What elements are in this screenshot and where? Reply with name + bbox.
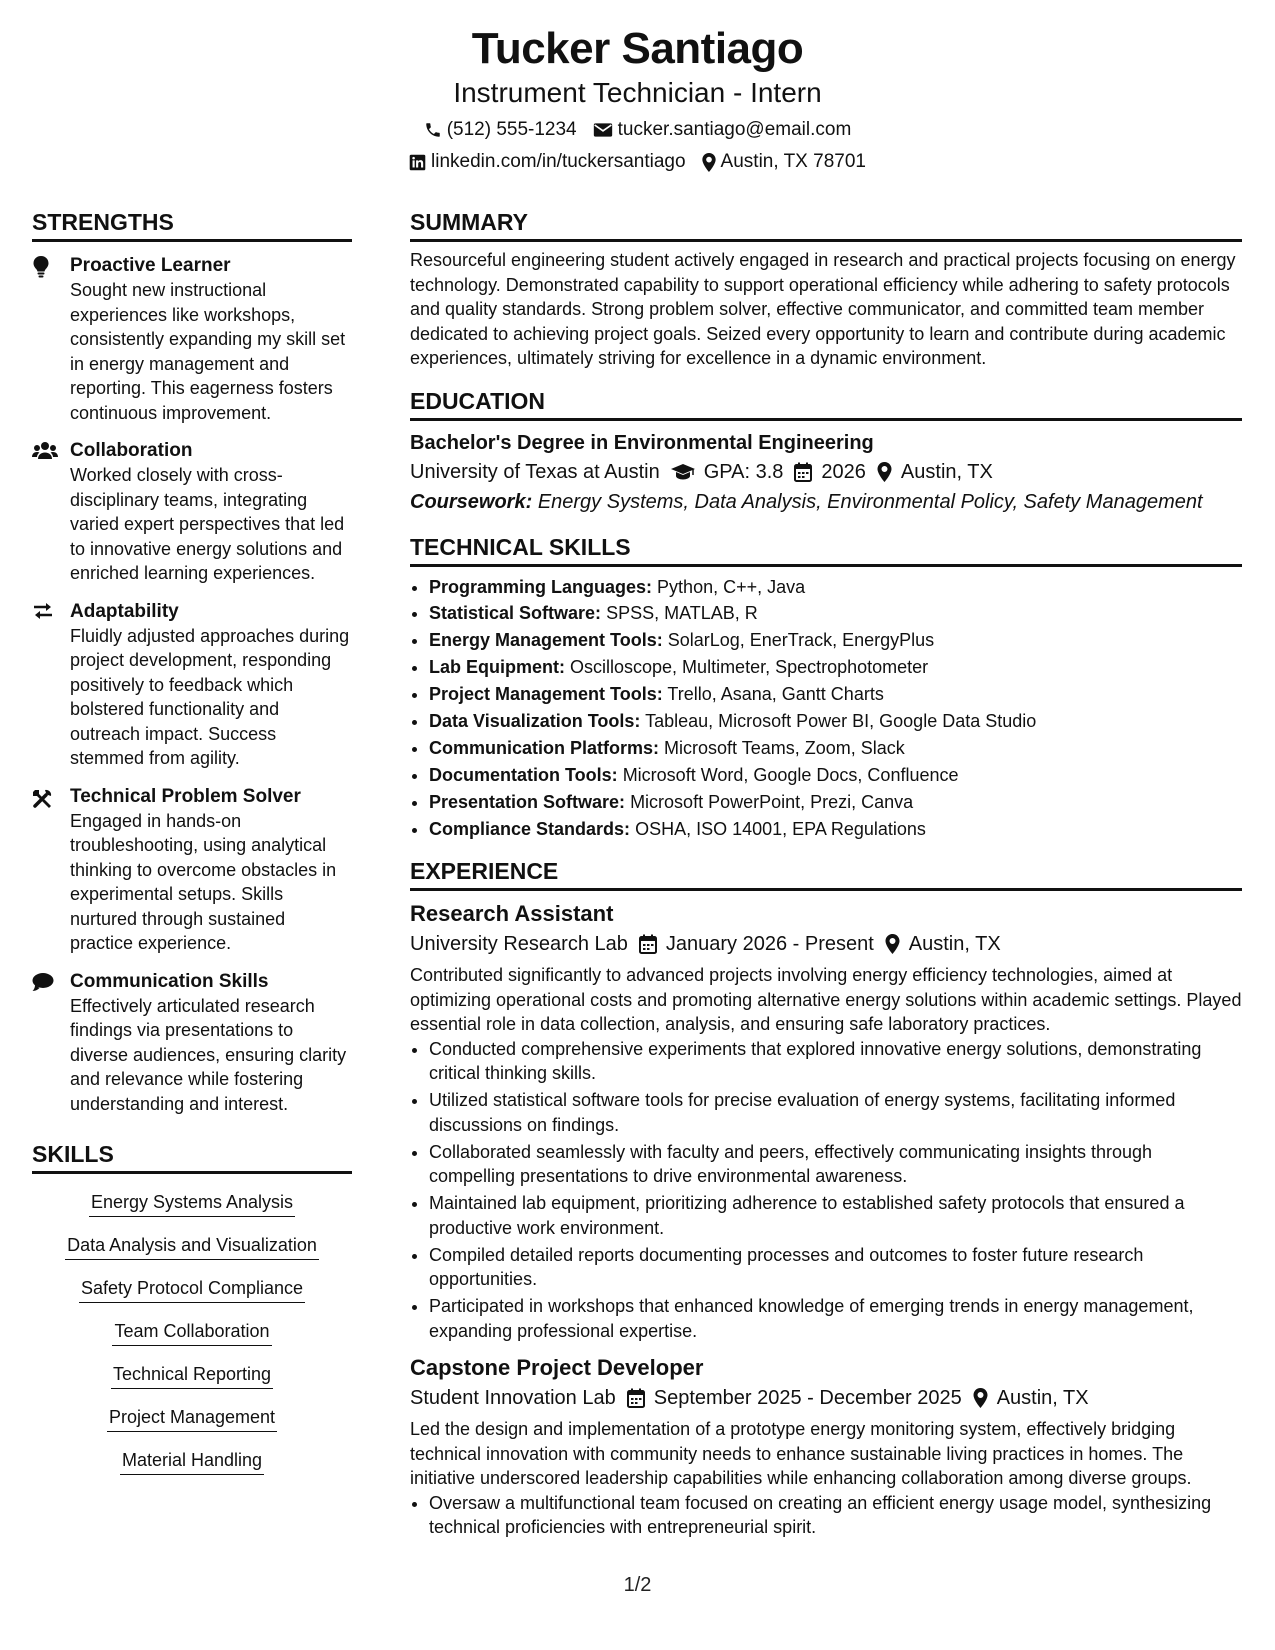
tools-icon <box>32 787 58 809</box>
job-meta <box>410 929 1242 959</box>
skill-category: Energy Management Tools: <box>429 630 663 651</box>
strengths-section <box>32 206 352 1116</box>
skill-category: Presentation Software: <box>429 791 626 812</box>
envelope-icon <box>593 122 613 138</box>
skill-tag: Team Collaboration <box>112 1319 271 1346</box>
contact-row-2 <box>0 150 1275 174</box>
calendar-icon <box>794 462 812 482</box>
summary-text: Resourceful engineering student actively engaged in research and practical projects focusing on energy technology. Demonstrated capability to support operational efficiency while adhering to safety protocols and quality standards. Strong problem solver, effective communicator, and committed team member dedicated to achieving project goals. Seized every opportunity to learn and contribute during academic experiences, ultimately striving for excellence in a dynamic environment. <box>410 250 1236 368</box>
job-location: Austin, TX <box>908 933 1001 956</box>
skill-category: Compliance Standards: <box>429 818 631 839</box>
skill-values: Python, C++, Java <box>657 576 806 597</box>
experience-heading: EXPERIENCE <box>410 855 1242 891</box>
skill-category: Data Visualization Tools: <box>429 710 641 731</box>
job-description: Contributed significantly to advanced projects involving energy efficiency technologies, aimed at optimizing operational costs and promoting alternative energy solutions within academic settings. Played essential role in data collection, analysis, and ensuring safe laboratory practices. <box>410 965 1242 1035</box>
strength-item <box>32 254 352 425</box>
skill-values: Trello, Asana, Gantt Charts <box>667 684 884 705</box>
calendar-icon <box>639 934 657 954</box>
list-item <box>429 682 1242 707</box>
left-column <box>32 206 352 1491</box>
coursework-text: Energy Systems, Data Analysis, Environmental Policy, Safety Management <box>537 490 1203 513</box>
map-pin-icon <box>973 1388 988 1408</box>
school-name: University of Texas at Austin <box>410 460 660 483</box>
lightbulb-icon <box>32 256 58 278</box>
resume-header <box>0 22 1275 174</box>
skill-values: Microsoft PowerPoint, Prezi, Canva <box>630 791 914 812</box>
skill-values: Microsoft Word, Google Docs, Confluence <box>622 764 959 785</box>
strength-description: Fluidly adjusted approaches during project development, responding positively to feedback which bolstered functionality and outreach impact. Success stemmed from agility. <box>70 625 350 768</box>
skill-values: SPSS, MATLAB, R <box>606 603 758 624</box>
strength-title: Communication Skills <box>70 970 269 992</box>
strength-description: Worked closely with cross-disciplinary teams, integrating varied expert perspectives that led to innovative energy solutions and enriched learning experiences. <box>70 465 345 583</box>
gpa-text: GPA: 3.8 <box>703 460 784 483</box>
strength-title: Adaptability <box>70 600 179 622</box>
speech-bubble-icon <box>32 972 58 994</box>
email-contact[interactable] <box>593 118 852 142</box>
job-location: Austin, TX <box>996 1387 1089 1410</box>
job-org: Student Innovation Lab <box>410 1387 616 1410</box>
skill-tag: Project Management <box>107 1405 277 1432</box>
strength-title: Proactive Learner <box>70 255 231 276</box>
list-item: • Compiled detailed reports documenting processes and outcomes to foster future research opportunities. <box>429 1243 1242 1292</box>
job-entry <box>410 1353 1242 1540</box>
education-section <box>410 385 1242 517</box>
skill-values: Tableau, Microsoft Power BI, Google Data Studio <box>645 710 1037 731</box>
job-dates: September 2025 - December 2025 <box>653 1387 962 1410</box>
page-number: 1/2 <box>623 1574 652 1596</box>
list-item <box>429 790 1242 815</box>
right-column <box>410 206 1242 1542</box>
phone-contact <box>424 118 577 142</box>
job-meta <box>410 1383 1242 1413</box>
map-pin-icon <box>702 153 716 172</box>
skill-values: Microsoft Teams, Zoom, Slack <box>664 737 905 758</box>
strength-item <box>32 600 352 771</box>
job-entry <box>410 899 1242 1343</box>
contact-row-1 <box>0 118 1275 142</box>
skills-heading: SKILLS <box>32 1138 352 1174</box>
linkedin-contact[interactable] <box>409 150 686 174</box>
skill-values: Oscilloscope, Multimeter, Spectrophotometer <box>570 657 929 678</box>
skill-category: Lab Equipment: <box>429 657 565 678</box>
phone-text: (512) 555-1234 <box>446 119 577 140</box>
list-item: • Oversaw a multifunctional team focused on creating an efficient energy usage model, synthesizing technical proficiencies with entrepreneurial spirit. <box>429 1491 1242 1540</box>
strength-title: Technical Problem Solver <box>70 785 301 807</box>
graduation-cap-icon <box>671 463 695 481</box>
coursework-line <box>410 487 1242 517</box>
job-title: Research Assistant <box>410 901 614 927</box>
location-text: Austin, TX 78701 <box>720 151 866 172</box>
map-pin-icon <box>885 934 900 954</box>
list-item <box>429 655 1242 680</box>
job-title: Capstone Project Developer <box>410 1355 704 1381</box>
job-bullets <box>410 1491 1242 1540</box>
skill-tag: Energy Systems Analysis <box>89 1190 295 1217</box>
job-description: Led the design and implementation of a prototype energy monitoring system, effectively bridging technical innovation with community needs to enhance sustainable living practices in homes. The initiative underscored leadership capabilities while enhancing collaboration among diverse groups. <box>410 1419 1192 1489</box>
list-item <box>429 575 1242 600</box>
skill-category: Statistical Software: <box>429 603 602 624</box>
strength-description: Sought new instructional experiences like workshops, consistently expanding my skill set in energy management and reporting. This eagerness fosters continuous improvement. <box>70 280 346 423</box>
strength-item <box>32 970 352 1117</box>
skill-values: SolarLog, EnerTrack, EnergyPlus <box>667 630 935 651</box>
linkedin-text[interactable]: linkedin.com/in/tuckersantiago <box>431 151 686 172</box>
list-item <box>429 709 1242 734</box>
list-item <box>429 763 1242 788</box>
location-contact <box>702 150 866 174</box>
strength-description: Engaged in hands-on troubleshooting, using analytical thinking to overcome obstacles in experimental setups. Skills nurtured through sustained practice experience. <box>70 810 337 953</box>
skill-tag: Technical Reporting <box>111 1362 273 1389</box>
list-item: • Maintained lab equipment, prioritizing adherence to established safety protocols that ensured a productive work environment. <box>429 1191 1242 1240</box>
list-item <box>429 628 1242 653</box>
technical-skills-heading: TECHNICAL SKILLS <box>410 531 1242 567</box>
list-item <box>429 601 1242 626</box>
linkedin-icon <box>409 154 426 171</box>
skill-values: OSHA, ISO 14001, EPA Regulations <box>635 818 926 839</box>
users-icon <box>32 441 58 463</box>
skill-tag: Material Handling <box>120 1448 264 1475</box>
phone-icon <box>424 121 442 139</box>
strength-item <box>32 439 352 586</box>
candidate-title: Instrument Technician - Intern <box>453 77 822 108</box>
list-item: • Collaborated seamlessly with faculty and peers, effectively communicating insights through compelling presentations to drive environmental awareness. <box>429 1140 1242 1189</box>
candidate-name: Tucker Santiago <box>471 24 804 73</box>
map-pin-icon <box>877 462 892 482</box>
graduation-year: 2026 <box>821 460 866 483</box>
strength-description: Effectively articulated research findings via presentations to diverse audiences, ensuring clarity and relevance while fostering understanding and interest. <box>70 995 347 1114</box>
strength-item <box>32 785 352 956</box>
degree-title: Bachelor's Degree in Environmental Engineering <box>410 431 874 454</box>
list-item: • Participated in workshops that enhanced knowledge of emerging trends in energy management, expanding professional expertise. <box>429 1294 1242 1343</box>
list-item <box>429 817 1242 842</box>
skill-tag: Safety Protocol Compliance <box>79 1276 305 1303</box>
job-org: University Research Lab <box>410 933 628 956</box>
coursework-label: Coursework: <box>410 490 533 513</box>
skill-category: Programming Languages: <box>429 576 653 597</box>
skill-category: Project Management Tools: <box>429 684 663 705</box>
summary-heading: SUMMARY <box>410 206 1242 242</box>
strengths-heading: STRENGTHS <box>32 206 352 242</box>
skills-section <box>32 1138 352 1491</box>
skill-category: Documentation Tools: <box>429 764 618 785</box>
skills-list <box>32 1190 352 1491</box>
exchange-arrows-icon <box>32 602 58 624</box>
job-bullets <box>410 1037 1242 1344</box>
technical-skills-section <box>410 531 1242 842</box>
email-text[interactable]: tucker.santiago@email.com <box>617 119 852 140</box>
calendar-icon <box>627 1388 645 1408</box>
skill-category: Communication Platforms: <box>429 737 660 758</box>
strength-title: Collaboration <box>70 440 193 461</box>
education-meta <box>410 457 1242 487</box>
summary-section <box>410 206 1242 371</box>
skill-tag: Data Analysis and Visualization <box>65 1233 319 1260</box>
experience-section <box>410 855 1242 1540</box>
technical-skills-list <box>410 575 1242 842</box>
job-dates: January 2026 - Present <box>665 933 874 956</box>
list-item: • Conducted comprehensive experiments that explored innovative energy solutions, demonstrating critical thinking skills. <box>429 1037 1242 1086</box>
education-heading: EDUCATION <box>410 385 1242 421</box>
education-location: Austin, TX <box>900 460 993 483</box>
list-item: • Utilized statistical software tools for precise evaluation of energy systems, facilitating informed discussions on findings. <box>429 1088 1242 1137</box>
list-item <box>429 736 1242 761</box>
